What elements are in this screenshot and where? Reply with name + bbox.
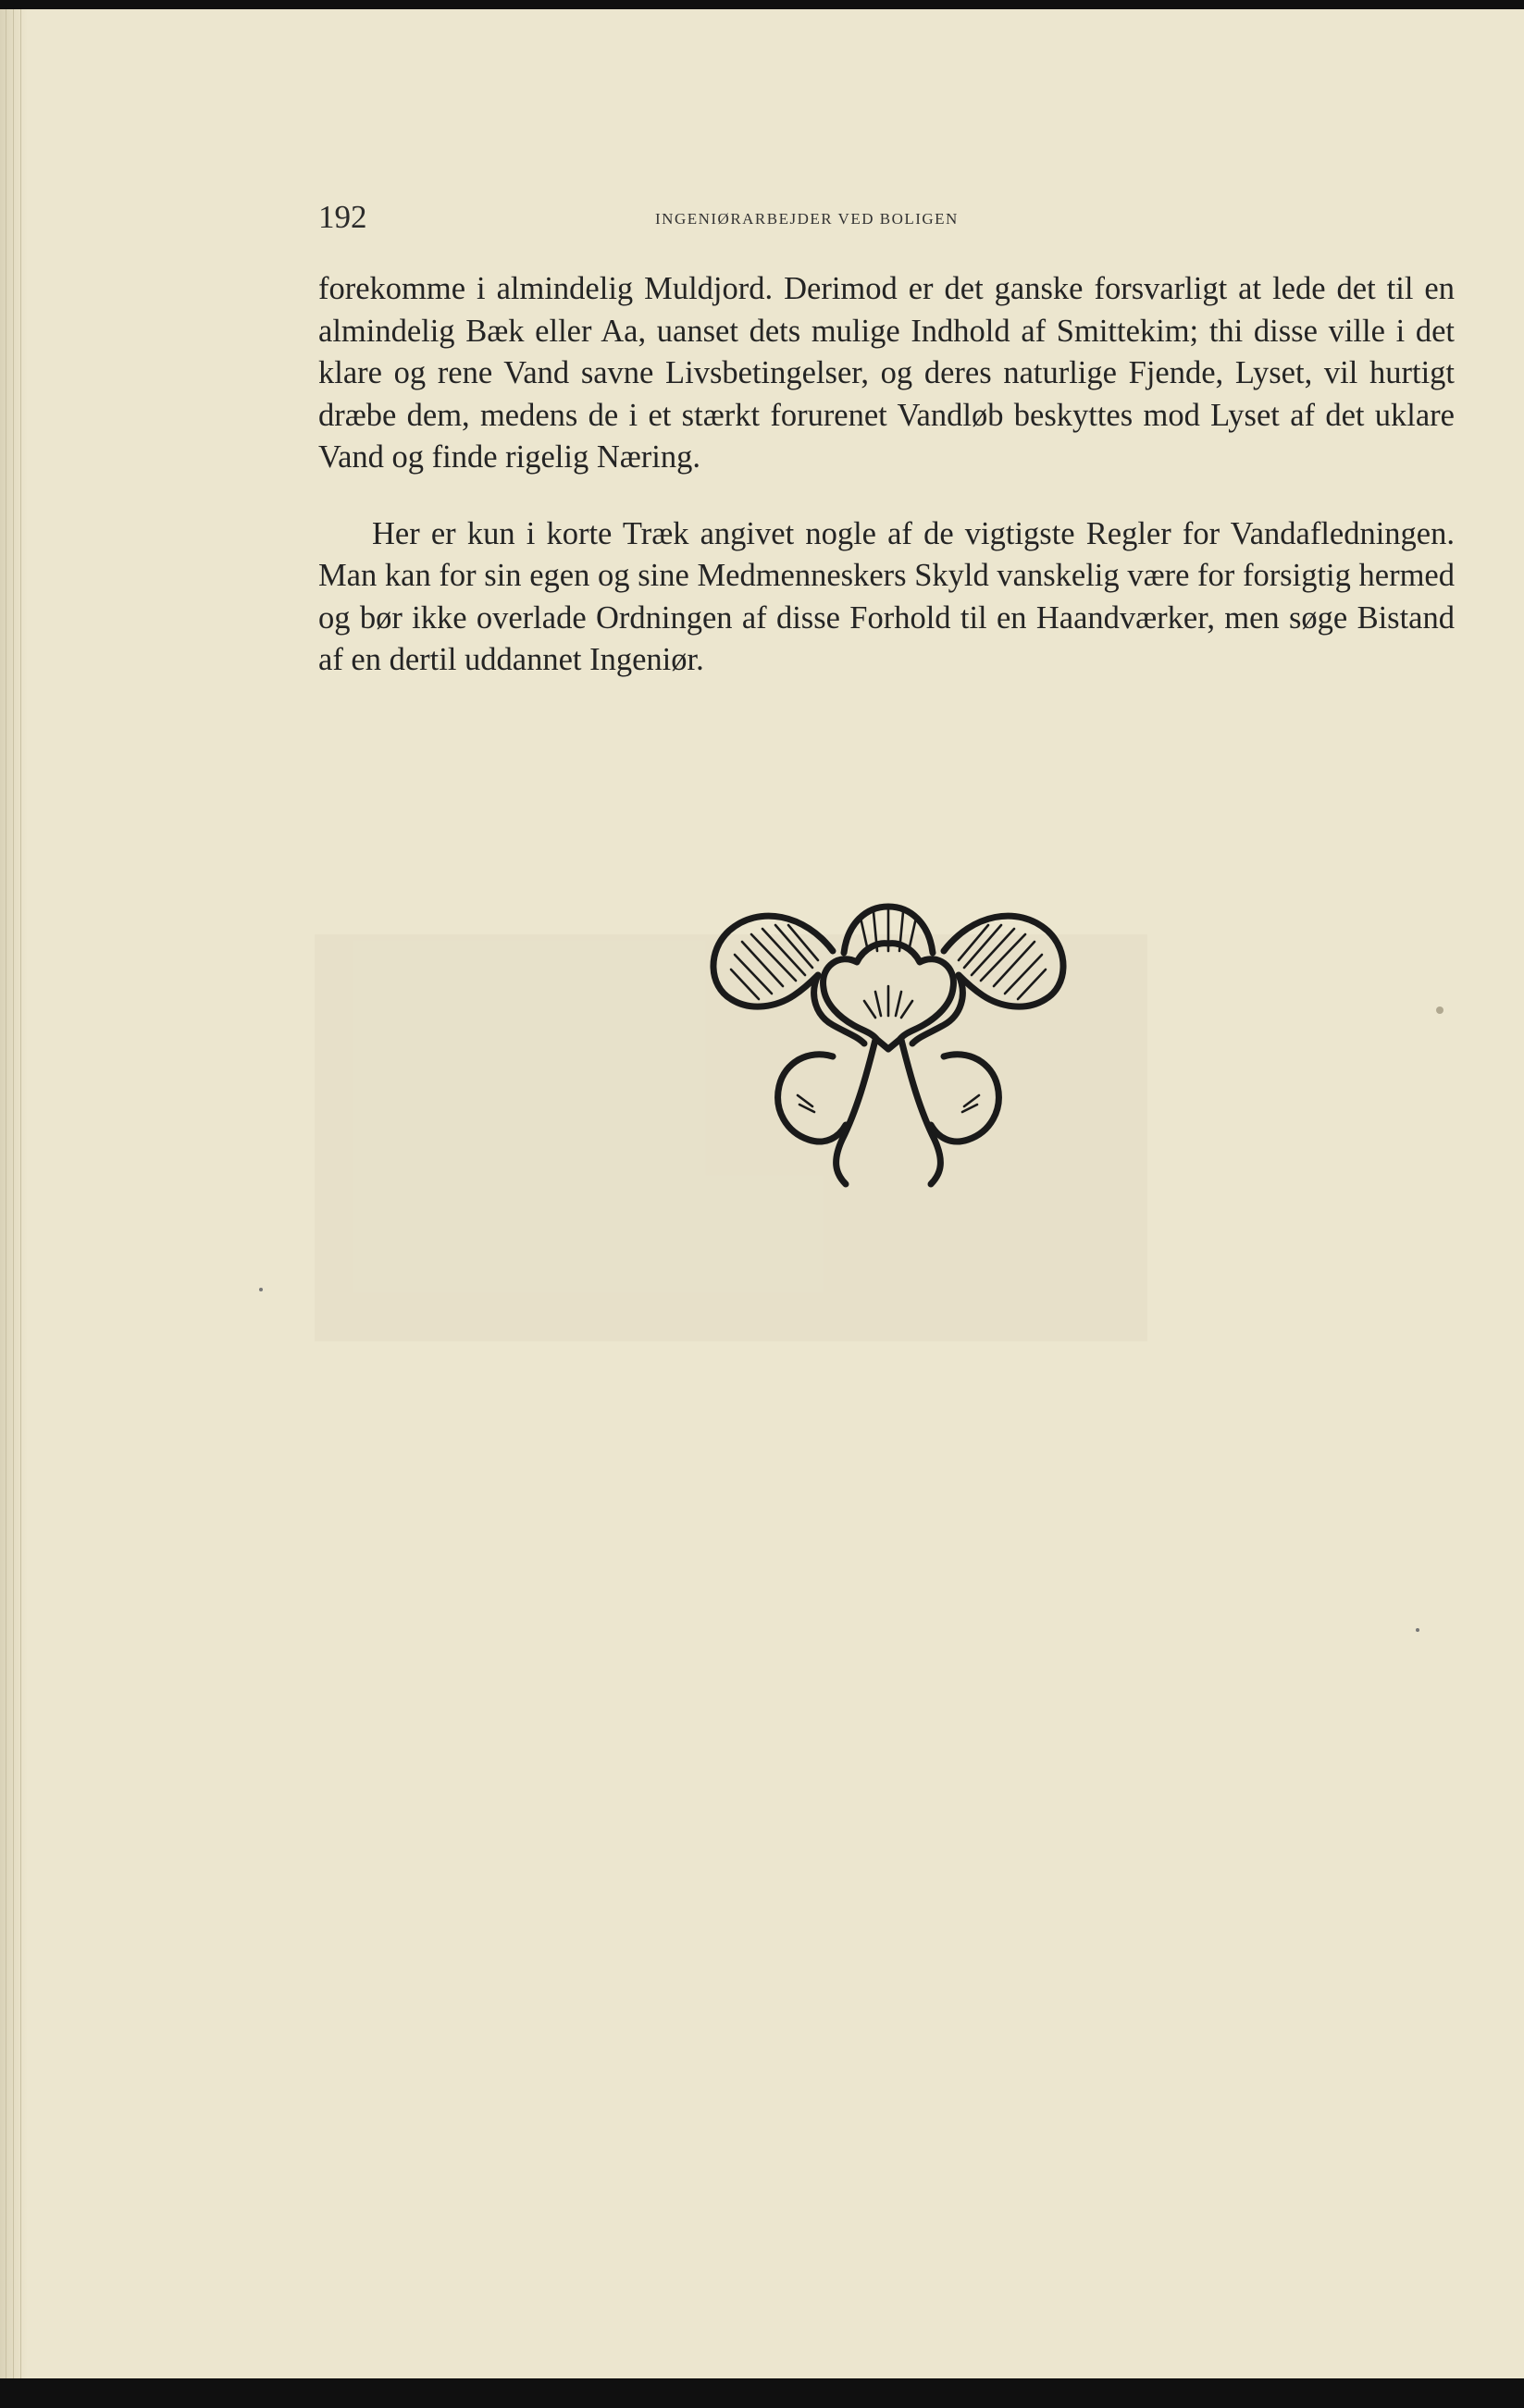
page-number: 192 <box>318 199 367 235</box>
page-gutter-edge <box>0 9 28 2378</box>
page-edge-line <box>20 9 21 2378</box>
paper-speck <box>1436 1006 1443 1014</box>
book-page <box>0 9 1524 2378</box>
floral-vignette-icon <box>694 877 1083 1210</box>
paragraph-2: Her er kun i korte Træk angivet nogle af de vigtigste Regler for Vandafledningen. Man kan for sin egen og sine Medmenneskers Skyld vanskelig være for forsigtig hermed og bør ikke overlade Ordningen af disse Forhold til en Haandværker, men søge Bistand af en dertil uddannet Ingeniør. <box>318 515 1455 677</box>
body-text <box>318 268 1455 682</box>
paragraph-1: forekomme i almindelig Muldjord. Derimod er det ganske forsvarligt at lede det til en almindelig Bæk eller Aa, uanset dets mulige Indhold af Smittekim; thi disse ville i det klare og rene Vand savne Livsbetingelser, og deres naturlige Fjende, Lyset, vil hurtigt dræbe dem, medens de i et stærkt forurenet Vandløb beskyttes mod Lyset af det uklare Vand og finde rigelig Næring. <box>318 271 1455 475</box>
paper-speck <box>259 1288 263 1291</box>
paper-speck <box>1416 1628 1419 1632</box>
running-title: INGENIØRARBEJDER VED BOLIGEN <box>655 210 959 228</box>
page-edge-line <box>13 9 14 2378</box>
running-head <box>318 199 1096 236</box>
